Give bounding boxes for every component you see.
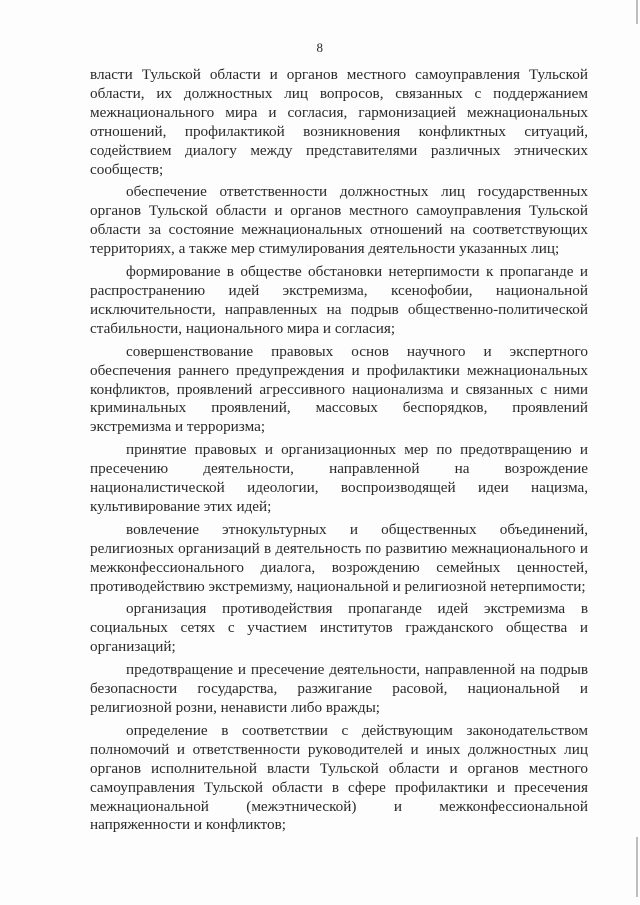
paragraph: вовлечение этнокультурных и общественных объединений, религиозных организаций в деятельность по развитию межнационального и межконфессионального диалога, возрождению семейных ценностей, противодействию экстремизму, национальной и религиозной нетерпимости; bbox=[90, 520, 588, 595]
scan-edge-mark bbox=[636, 837, 638, 897]
paragraph: власти Тульской области и органов местного самоуправления Тульской области, их должностных лиц вопросов, связанных с поддержанием межнационального мира и согласия, гармонизацией межнациональных отношений, профилактикой возникновения конфликтных ситуаций, содействием диалогу между представителями различных этнических сообществ; bbox=[90, 66, 588, 178]
document-body bbox=[90, 66, 588, 839]
paragraph: совершенствование правовых основ научного и экспертного обеспечения раннего предупреждения и профилактики межнациональных конфликтов, проявлений агрессивного национализма и связанных с ними криминальных проявлений, массовых беспорядков, проявлений экстремизма и терроризма; bbox=[90, 342, 588, 436]
paragraph: формирование в обществе обстановки нетерпимости к пропаганде и распространению идей экстремизма, ксенофобии, национальной исключительности, направленных на подрыв общественно-политической стабильности, национального мира и согласия; bbox=[90, 263, 588, 337]
scan-edge-mark bbox=[636, 0, 638, 24]
paragraph: принятие правовых и организационных мер по предотвращению и пресечению деятельности, направленной на возрождение националистической идеологии, воспроизводящей идеи нацизма, культивирование этих идей; bbox=[90, 441, 588, 515]
paragraph: организация противодействия пропаганде идей экстремизма в социальных сетях с участием институтов гражданского общества и организаций; bbox=[90, 600, 588, 656]
paragraph: определение в соответствии с действующим законодательством полномочий и ответственности руководителей и иных должностных лиц органов исполнительной власти Тульской области и органов местного самоуправления Тульской области в сфере профилактики и пресечения межнациональной (межэтнической) и межконфессиональной напряженности и конфликтов; bbox=[90, 721, 588, 834]
page-number: 8 bbox=[316, 40, 324, 55]
paragraph: обеспечение ответственности должностных лиц государственных органов Тульской области и органов местного самоуправления Тульской области за состояние межнациональных отношений на соответствующих территориях, а также мер стимулирования деятельности указанных лиц; bbox=[90, 183, 588, 258]
paragraph: предотвращение и пресечение деятельности, направленной на подрыв безопасности государства, разжигание расовой, национальной и религиозной розни, ненависти либо вражды; bbox=[90, 661, 588, 716]
